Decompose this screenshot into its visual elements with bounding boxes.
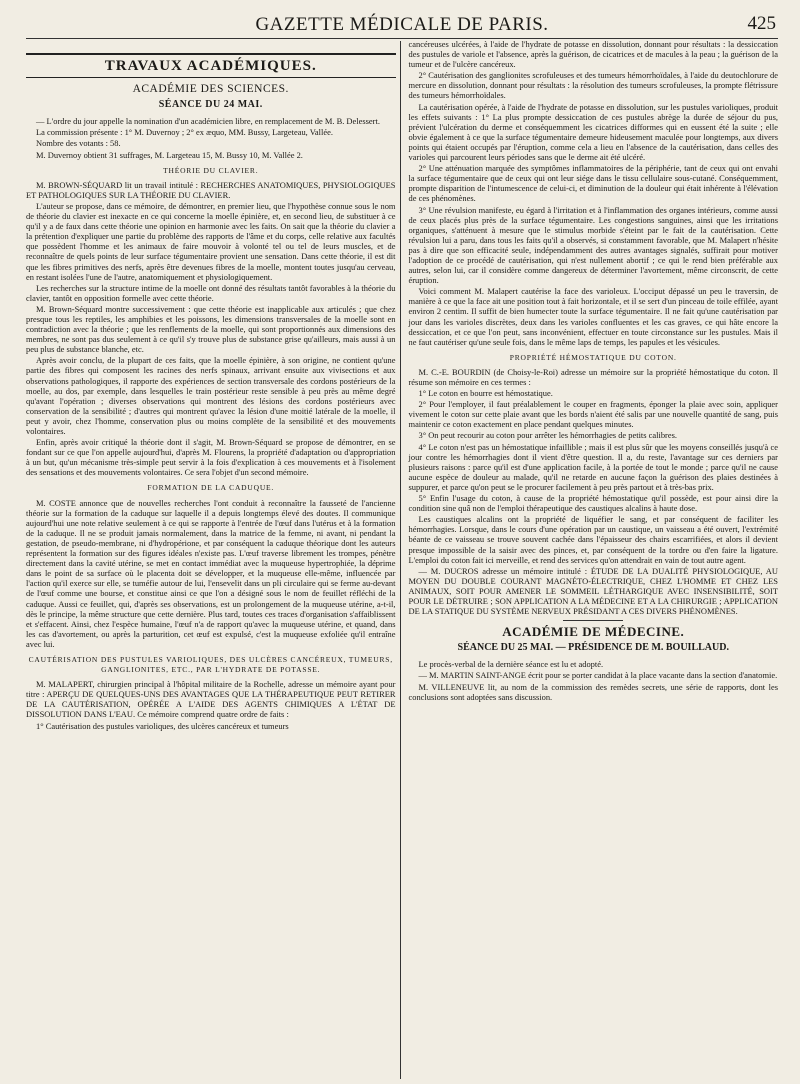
section-title: TRAVAUX ACADÉMIQUES. xyxy=(26,53,396,78)
subheading-clavier: THÉORIE DU CLAVIER. xyxy=(163,165,259,175)
paragraph-coton4: 4° Le coton n'est pas un hémostatique infaillible ; mais il est plus sûr que les moyens conseillés jusqu'à ce jour contre les hémorrhagies dont il vient d'être question. Il a, du reste, l'avantage sur ces derniers par plusieurs raisons : parce qu'il est d'une application facile, à la portée de tout le monde ; parce qu'il ne cause aucune espèce de douleur au malade, qu'il ne retarde en aucune façon la guérison des plaies destinées à suppurer, et parce qu'on peut se le procurer facilement à peu près partout et à très-bas prix. xyxy=(408,441,778,492)
paragraph-result: M. Duvernoy obtient 31 suffrages, M. Largeteau 15, M. Bussy 10, M. Vallée 2. xyxy=(36,149,303,160)
columns xyxy=(26,39,778,1079)
paragraph-villeneuve: M. VILLENEUVE lit, au nom de la commission des remèdes secrets, une série de rapports, dont les conclusions sont adoptées sans discussion. xyxy=(408,681,778,702)
paragraph-proces: Le procès-verbal de la dernière séance est lu et adopté. xyxy=(418,659,604,670)
masthead xyxy=(26,10,778,39)
paragraph-commission: La commission présente : 1° M. Duvernoy ; 2° ex æquo, MM. Bussy, Largeteau, Vallée. xyxy=(36,127,333,138)
academy-medecine-heading: ACADÉMIE DE MÉDECINE. xyxy=(502,624,685,640)
divider xyxy=(563,620,623,621)
paragraph-votants: Nombre des votants : 58. xyxy=(36,138,121,149)
paragraph-apres: Après avoir conclu, de la plupart de ces faits, que la moelle épinière, à son origine, ne contient qu'une partie des fibres qui composent les racines des nerfs spinaux, arrivant ensuite aux vivisections et aux observations pathologiques, il rapporte des expériences de section transversale des cordons postérieurs de la moelle, au dos, par exemple, dans lesquelles le train postérieur reste sensible à peu près au même degré qu'avant l'opération ; diverses observations qui montrent des lésions des cordons postérieurs avec conservation de la sensibilité ; d'autres qui montrent qu'avec la lésion d'une moitié latérale de la moelle, il peut y avoir, chez l'homme, conservation plus ou moins complète de la sensibilité et des mouvements volontaires. xyxy=(26,355,396,436)
left-column xyxy=(26,39,400,1079)
paragraph-cauterisation-effets: La cautérisation opérée, à l'aide de l'hydrate de potasse en dissolution, sur les pustules varioliques, produit les effets suivants : 1° La plus prompte dessiccation de ces pustules abrège la durée de séjour du pus, prévient l'ulcération du derme et conséquemment les cicatrices difformes qui en eussent été la suite ; elle obvie également à ce que la surface tégumentaire demeure hideusement maculée pour longtemps, aux divers points qui étaient occupés par l'éruption, comme cela a lieu en l'absence de la cautérisation, dans celles des varioles qui parcourent leurs périodes sans que le derme ait été ulcéré. xyxy=(408,101,778,163)
paragraph-attenuation: 2° Une atténuation marquée des symptômes inflammatoires de la périphérie, tant de ceux qui ont envahi la surface tégumentaire que de ceux qui ont leur siége dans le tissu cellulaire sous-cutané. Conséquemment, prompte disparition de l'intumescence de celui-ci, et diminution de la douleur qui était inhérente à l'élévation de ces phénomènes. xyxy=(408,163,778,204)
paragraph-continuation: cancéreuses ulcérées, à l'aide de l'hydrate de potasse en dissolution, donnant pour résultats : la dessiccation des pustules de variole et l'absence, après la guérison, de cicatrices et de macules à la peau ; la guérison de la tumeur et de l'ulcère cancéreux. xyxy=(408,39,778,70)
paragraph-auteur: L'auteur se propose, dans ce mémoire, de démontrer, en premier lieu, que l'hypothèse connue sous le nom de théorie du clavier est inexacte en ce qui concerne la moelle épinière, et, en second lieu, de substituer à ce qu'il y a de faux dans cette théorie une opinion en harmonie avec les faits. On sait que la théorie du clavier a la prétention d'expliquer une partie du problème des rapports de l'âme et du corps, celle relative aux facultés que possèdent l'homme et les animaux de faire mouvoir à volonté tel ou tel de leurs muscles, et de reconnaître de quels points de leur surface tégumentaire provient une sensation. Dans cette théorie, il est dit que les fibres primitives des nerfs, après être devenues fibres de la moelle, montent toutes jusqu'au cerveau, en restant isolées l'une de l'autre, anatomiquement et physiologiquement. xyxy=(26,200,396,282)
paragraph-item2: 2° Cautérisation des ganglionites scrofuleuses et des tumeurs hémorrhoïdales, à l'aide du deutochlorure de mercure en dissolution, donnant pour résultats : la résolution des tumeurs scrofuleuses, la prompte flétrissure des tumeurs hémorrhoïdales. xyxy=(408,70,778,101)
paragraph-coton1: 1° Le coton en bourre est hémostatique. xyxy=(418,388,553,399)
journal-title: GAZETTE MÉDICALE DE PARIS. xyxy=(255,14,549,35)
paragraph-brown-intro: M. BROWN-SÉQUARD lit un travail intitulé : RECHERCHES ANATOMIQUES, PHYSIOLOGIQUES ET PATHOLOGIQUES SUR LA THÉORIE DU CLAVIER. xyxy=(26,179,396,200)
paragraph-coton5: 5° Enfin l'usage du coton, à cause de la propriété hémostatique qu'il possède, est pour ainsi dire la condition sine quâ non de l'emploi thérapeutique des caustiques alcalins à haute dose. xyxy=(408,493,778,514)
paragraph-item1: 1° Cautérisation des pustules varioliques, des ulcères cancéreux et tumeurs xyxy=(36,720,289,731)
paragraph-coste: M. COSTE annonce que de nouvelles recherches l'ont conduit à reconnaître la fausseté de l'ancienne théorie sur la formation de la caduque sur laquelle il a depuis longtemps élevé des doutes. Il communique aujourd'hui une note relative seulement à ce qui se rapporte à l'entrée de l'œuf dans l'utérus et à la formation de la caduque. Il ne se produit jamais normalement, dans la matrice de la femme, ni avant, ni pendant la gestation, de pseudo-membrane, ni d'hydropérione, et par conséquent la caduque théorique dont les auteurs représentent la formation sur des figures idéales n'existe pas. L'œuf traverse librement les trompes, pénètre directement dans la cavité utérine, se met en contact immédiat avec la muqueuse hypertrophiée, la déprime dans le point de sa surface où le placenta doit se développer, et la muqueuse elle-même, influencée par l'action qu'il exerce sur elle, se tuméfie autour de lui, l'ensevelit dans un pli circulaire qui se ferme au-devant de l'œuf comme une bourse, et constitue ainsi ce que l'on a désigné sous le nom de feuillet réfléchi de la caduque. Aussi ce feuillet, qui, d'après ses observations, est un prolongement de la muqueuse utérine, a-t-il, dès le principe, la même structure que cette dernière. Plus tard, toutes ces traces d'organisation s'affaiblissent et s'effacent. Ainsi, chez l'espèce humaine, l'œuf n'a de rapport qu'avec la muqueuse utérine, et quand, dans les cas d'avortement, ou après la parturition, cet œuf est expulsé, c'est la muqueuse exfoliée qu'il entraîne avec lui. xyxy=(26,497,396,649)
paragraph-voici: Voici comment M. Malapert cautérise la face des varioleux. L'occiput dépassé un peu le traversin, de manière à ce que la face ait une position tout à fait horizontale, et il se sert d'un pinceau de toile effilée, ayant environ 2 centim. Il suffit de bien humecter toute la surface tégumentaire. Il ne fait qu'une cautérisation par jour dans les varioles discrètes, deux dans les varioles confluentes et les cas graves, ce qui hâte encore la dessiccation, et ce que l'on peut, sans inconvénient, effectuer en toute circonstance sur les pustules. Mais il ne faut cautériser qu'une seule fois, dans le même laps de temps, les papules et les vésicules. xyxy=(408,286,778,347)
paragraph-ducros: — M. DUCROS adresse un mémoire intitulé : ÉTUDE DE LA DUALITÉ PHYSIOLOGIQUE, AU MOYEN DU DOUBLE COURANT MAGNÉTO-ÉLECTRIQUE, CHEZ L'HOMME ET CHEZ LES ANIMAUX, SOIT POUR AMENER LE SOMMEIL LÉTHARGIQUE AVEC INSENSIBILITÉ, SOIT POUR LE DÉTRUIRE ; SON APPLICATION A LA MÉDECINE ET A LA CHIRURGIE ; APPLICATION DE LA STATIQUE DU SYSTÈME NERVEUX PRÉSIDANT A CES DIVERS PHÉNOMÈNES. xyxy=(408,565,778,617)
seance-25-heading: SÉANCE DU 25 MAI. — PRÉSIDENCE DE M. BOUILLAUD. xyxy=(457,642,729,654)
paragraph-enfin: Enfin, après avoir critiqué la théorie dont il s'agit, M. Brown-Séquard se propose de démontrer, en se fondant sur ce que l'on appelle aujourd'hui, d'après M. Flourens, la propriété d'adaptation ou d'appropriation à un but, qu'un mécanisme très-simple peut servir à la fois d'explication à ces mouvements et à l'isolement des sensations et des mouvements volontaires. Ce sera l'objet d'un second mémoire. xyxy=(26,437,396,478)
subheading-caduque: FORMATION DE LA CADUQUE. xyxy=(147,483,275,493)
right-column xyxy=(401,39,779,1079)
academy-heading: ACADÉMIE DES SCIENCES. xyxy=(132,83,289,96)
page-number: 425 xyxy=(747,13,776,34)
paragraph-brown-montre: M. Brown-Séquard montre successivement : que cette théorie est inapplicable aux articulés ; que chez presque tous les reptiles, les amphibies et les poissons, les dimensions transversales de la moelle sont en contradiction avec la théorie ; que les renflements de la moelle, qui sont proportionnés aux dimensions des membres, ne sont pas dus seulement à ce qu'il s'y trouve plus de substance grise qu'ailleurs, mais aussi à un peu plus de substance blanche, etc. xyxy=(26,303,396,355)
seance-heading: SÉANCE DU 24 MAI. xyxy=(158,99,263,111)
subheading-cauterisation: CAUTÉRISATION DES PUSTULES VARIOLIQUES, DES ULCÈRES CANCÉREUX, TUMEURS, GANGLIONITES, ETC., PAR L'HYDRATE DE POTASSE. xyxy=(28,654,393,675)
paragraph-bourdin: M. C.-E. BOURDIN (de Choisy-le-Roi) adresse un mémoire sur la propriété hémostatique du coton. Il résume son mémoire en ces termes : xyxy=(408,366,778,387)
subheading-hemostatique: PROPRIÉTÉ HÉMOSTATIQUE DU COTON. xyxy=(509,352,677,362)
paragraph-martin: — M. MARTIN SAINT-ANGE écrit pour se porter candidat à la place vacante dans la section d'anatomie. xyxy=(418,670,778,681)
paragraph-caustiques: Les caustiques alcalins ont la propriété de liquéfier le sang, et par conséquent de faciliter les hémorrhagies. Lorsque, dans le cours d'une opération par un caustique, un vaisseau a été ouvert, l'extrémité béante de ce vaisseau se trouve souvent cachée dans l'épaisseur des chairs escarrifiées, et alors il devient presque impossible de la saisir avec des pinces, et, par conséquent de la tordre ou d'en faire la ligature. L'emploi du coton fait ici merveille, et rend des services qu'on attendrait en vain de tout autre agent. xyxy=(408,514,778,565)
paragraph-order: — L'ordre du jour appelle la nomination d'un académicien libre, en remplacement de M. B. Delessert. xyxy=(36,116,380,127)
paragraph-revulsion: 3° Une révulsion manifeste, eu égard à l'irritation et à l'inflammation des organes intérieurs, comme aussi de ceux placés plus près de la surface tégumentaire. Les congestions sanguines, ainsi que les irritations organiques, s'atténuent à mesure que le stimulus morbide s'éteint par le fait de la cautérisation. Cette révulsion lui a paru, dans tous les faits qu'il a observés, si constamment favorable, que M. Malapert n'hésite pas à dire que son efficacité seule, indépendamment des autres avantages signalés, suffirait pour motiver l'adoption de ce procédé de cautérisation, qui n'est nullement abortif ; ce qui le rend bien préférable aux autres, selon lui, car il considère comme dangereux de déterminer l'avortement, même circonscrit, de cette éruption. xyxy=(408,204,778,286)
paragraph-recherches: Les recherches sur la structure intime de la moelle ont donné des résultats tantôt favorables à la théorie du clavier, tantôt en opposition formelle avec cette théorie. xyxy=(26,282,396,303)
paragraph-coton3: 3° On peut recourir au coton pour arrêter les hémorrhagies de petits calibres. xyxy=(418,430,678,441)
paragraph-coton2: 2° Pour l'employer, il faut préalablement le couper en fragments, éponger la plaie avec soin, appliquer vivement le coton sur cette plaie avant que les bords n'aient été salis par une nouvelle quantité de sang, puis maintenir ce coton exactement en place pendant quelques minutes. xyxy=(408,399,778,430)
paragraph-malapert: M. MALAPERT, chirurgien principal à l'hôpital militaire de la Rochelle, adresse un mémoire ayant pour titre : APERÇU DE QUELQUES-UNS DES AVANTAGES QUE LA THÉRAPEUTIQUE PEUT RETIRER DE LA CAUTÉRISATION, OPÉRÉE A L'AIDE DES AGENTS CHIMIQUES A L'ÉTAT DE DISSOLUTION DANS L'EAU. Ce mémoire comprend quatre ordre de faits : xyxy=(26,679,396,720)
